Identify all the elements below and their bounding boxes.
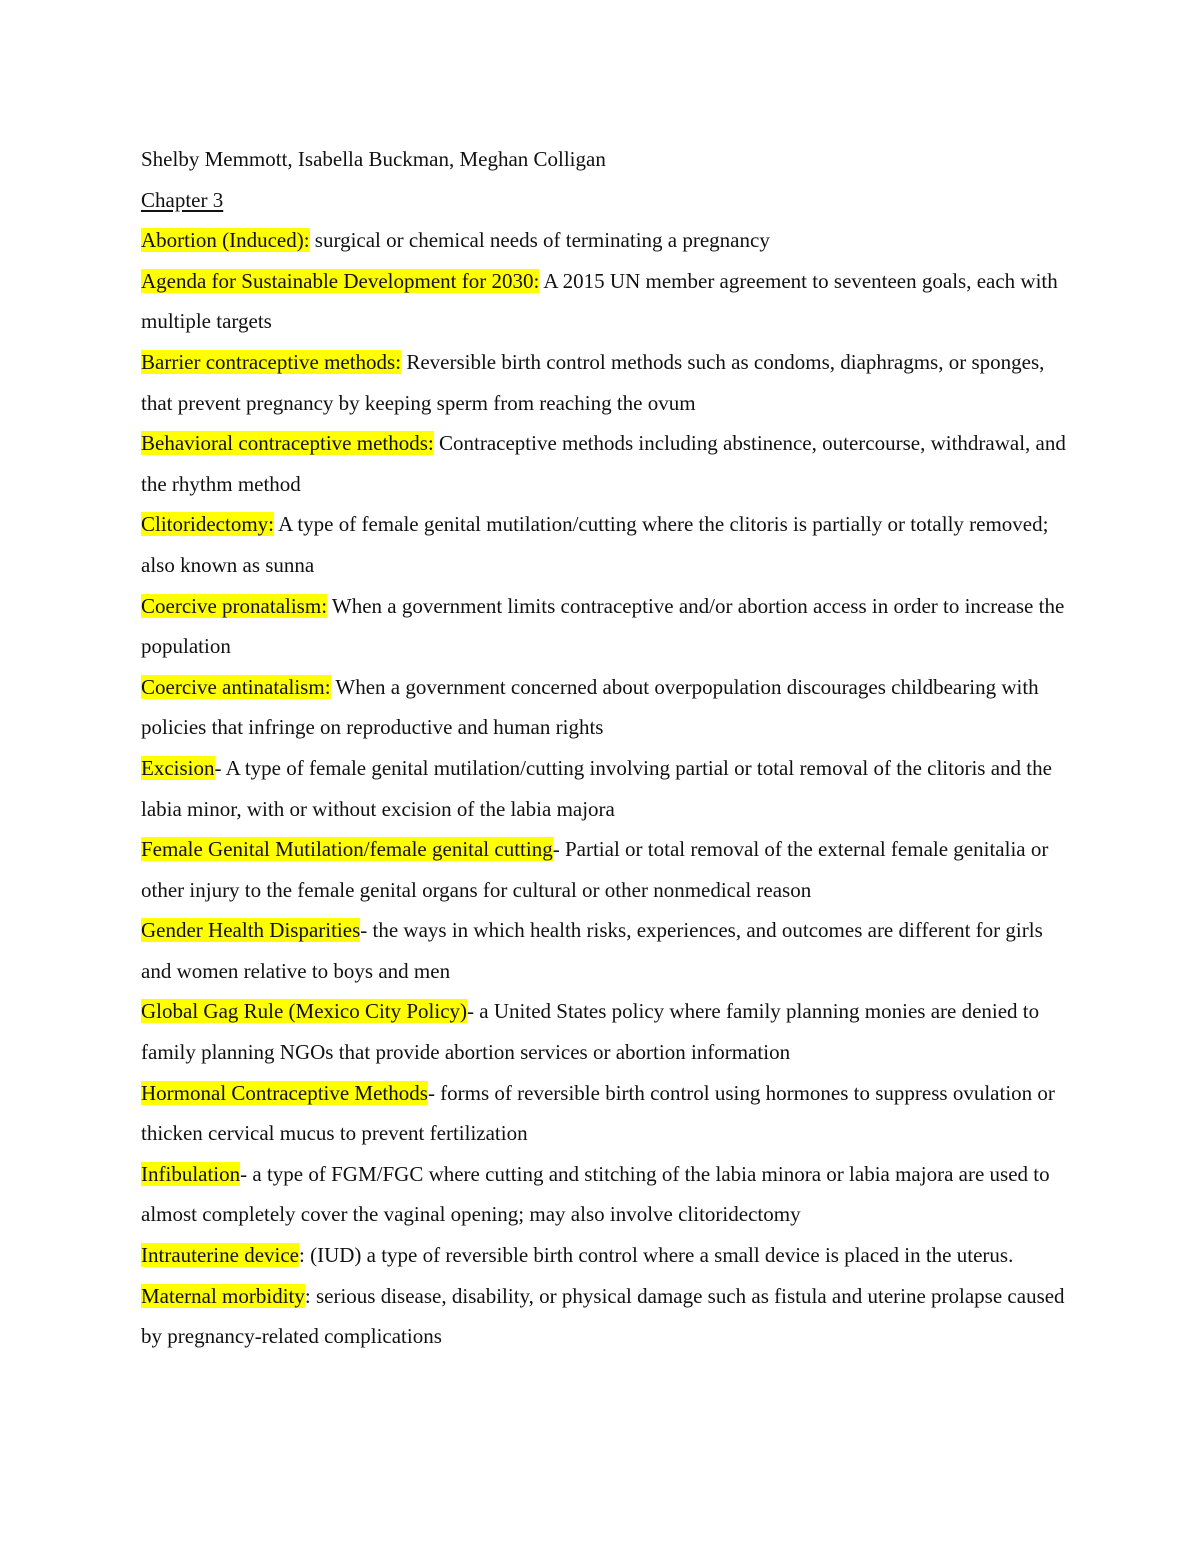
glossary-entry-agenda-2030	[141, 261, 1071, 342]
chapter-heading	[141, 180, 1071, 221]
chapter-title: Chapter 3	[141, 187, 224, 212]
glossary-term: Excision	[141, 755, 215, 780]
glossary-entry-coercive-antinatalism	[141, 667, 1071, 748]
glossary-term: Intrauterine device	[141, 1243, 299, 1268]
glossary-entry-clitoridectomy	[141, 504, 1071, 585]
glossary-definition: A 2015 UN member agreement to seventeen goals, each with multiple targets	[141, 268, 1058, 334]
glossary-term: Coercive pronatalism:	[141, 593, 328, 618]
glossary-entry-maternal-morbidity	[141, 1276, 1071, 1357]
glossary-definition: A type of female genital mutilation/cutting where the clitoris is partially or totally removed; also known as sunna	[141, 512, 1049, 577]
glossary-term: Abortion (Induced):	[141, 228, 310, 253]
glossary-entry-behavioral-methods	[141, 423, 1071, 504]
glossary-definition: - the ways in which health risks, experiences, and outcomes are different for girls and women relative to boys and men	[141, 918, 1043, 983]
glossary-term: Gender Health Disparities	[141, 918, 361, 943]
glossary-definition: : (IUD) a type of reversible birth control where a small device is placed in the uterus.	[299, 1243, 1014, 1268]
glossary-term: Coercive antinatalism:	[141, 674, 331, 699]
glossary-definition: - a United States policy where family planning monies are denied to family planning NGOs that provide abortion services or abortion information	[141, 999, 1040, 1065]
glossary-term: Agenda for Sustainable Development for 2030:	[141, 268, 540, 293]
glossary-definition: Contraceptive methods including abstinence, outercourse, withdrawal, and the rhythm method	[141, 431, 1066, 496]
glossary-definition: Reversible birth control methods such as condoms, diaphragms, or sponges, that prevent pregnancy by keeping sperm from reaching the ovum	[141, 349, 1045, 415]
glossary-definition: - Partial or total removal of the external female genitalia or other injury to the female genital organs for cultural or other nonmedical reason	[141, 837, 1049, 902]
glossary-entry-excision	[141, 748, 1071, 829]
glossary-entry-global-gag-rule	[141, 991, 1071, 1072]
glossary-entry-gender-health-disparities	[141, 910, 1071, 991]
glossary-entry-barrier-methods	[141, 342, 1071, 423]
glossary-entry-infibulation	[141, 1154, 1071, 1235]
glossary-term: Maternal morbidity	[141, 1283, 305, 1308]
glossary-term: Female Genital Mutilation/female genital cutting	[141, 837, 553, 862]
glossary-definition: - a type of FGM/FGC where cutting and stitching of the labia minora or labia majora are used to almost completely cover the vaginal opening; may also involve clitoridectomy	[141, 1161, 1050, 1227]
glossary-definition: surgical or chemical needs of terminating a pregnancy	[309, 228, 770, 253]
glossary-entry-hormonal-methods	[141, 1073, 1071, 1154]
author-line: Shelby Memmott, Isabella Buckman, Meghan Colligan	[141, 147, 606, 171]
document-body	[141, 139, 1071, 1357]
glossary-definition: When a government limits contraceptive and/or abortion access in order to increase the population	[141, 593, 1065, 659]
glossary-term: Clitoridectomy:	[141, 512, 274, 537]
glossary-definition: - forms of reversible birth control using hormones to suppress ovulation or thicken cervical mucus to prevent fertilization	[141, 1080, 1055, 1146]
glossary-term: Barrier contraceptive methods:	[141, 349, 402, 374]
glossary-term: Infibulation	[141, 1161, 241, 1186]
glossary-definition: When a government concerned about overpopulation discourages childbearing with policies that infringe on reproductive and human rights	[141, 674, 1039, 740]
glossary-entry-coercive-pronatalism	[141, 586, 1071, 667]
glossary-term: Hormonal Contraceptive Methods	[141, 1080, 428, 1105]
glossary-term: Behavioral contraceptive methods:	[141, 431, 434, 456]
glossary-term: Global Gag Rule (Mexico City Policy)	[141, 999, 468, 1024]
glossary-entry-fgm-fgc	[141, 829, 1071, 910]
glossary-entry-iud	[141, 1235, 1071, 1276]
glossary-definition: : serious disease, disability, or physical damage such as fistula and uterine prolapse caused by pregnancy-related complications	[141, 1283, 1065, 1349]
glossary-entry-abortion	[141, 220, 1071, 261]
glossary-definition: - A type of female genital mutilation/cutting involving partial or total removal of the clitoris and the labia minor, with or without excision of the labia majora	[141, 755, 1052, 821]
